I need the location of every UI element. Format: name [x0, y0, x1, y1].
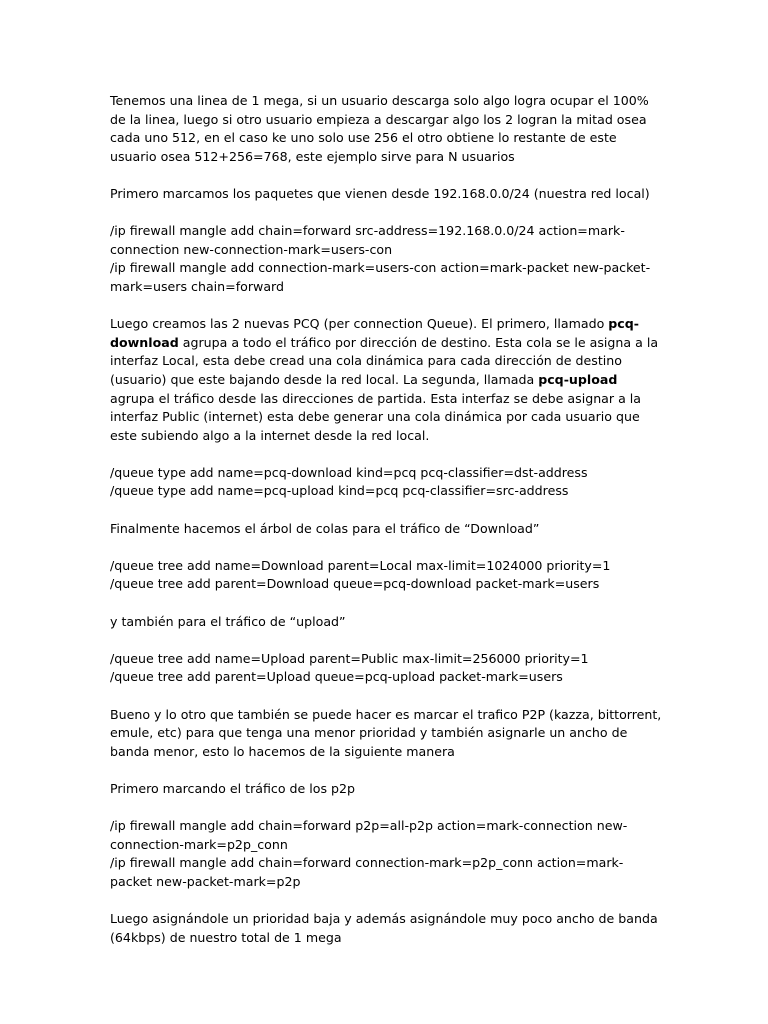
pcq-text: agrupa a todo el tráfico por dirección de destino. Esta cola se le asigna a la interfaz Local, esta debe cread una cola dinámica para cada dirección de destino (usuario) que este bajando desde la red local. La segunda, llamada — [110, 334, 663, 387]
code-line: /ip firewall mangle add connection-mark=users-con action=mark-packet new-packet-mark=users chain=forward — [110, 260, 651, 294]
p2p-paragraph: Bueno y lo otro que también se puede hacer es marcar el trafico P2P (kazza, bittorrent, emule, etc) para que tenga una menor prioridad y también asignarle un ancho de banda menor, esto lo hacemos de la siguiente manera — [110, 706, 666, 759]
code-line: /queue tree add name=Upload parent=Public max-limit=256000 priority=1 — [110, 650, 589, 666]
code-line: /ip firewall mangle add chain=forward p2p=all-p2p action=mark-connection new-connection-mark=p2p_conn — [110, 818, 628, 852]
code-line: /ip firewall mangle add chain=forward connection-mark=p2p_conn action=mark-packet new-packet-mark=p2p — [110, 855, 624, 889]
upload-tree-code-block — [110, 650, 662, 687]
pcq-paragraph — [110, 315, 662, 445]
upload-tree-paragraph: y también para el tráfico de “upload” — [110, 613, 346, 629]
code-line: /queue type add name=pcq-download kind=pcq pcq-classifier=dst-address — [110, 464, 588, 480]
pcq-text: agrupa el tráfico desde las direcciones de partida. Esta interfaz se debe asignar a la interfaz Public (internet) esta debe generar una cola dinámica por cada usuario que este subiendo algo a la internet desde la red local. — [110, 371, 646, 443]
pcq-upload-term: pcq-upload — [538, 371, 618, 387]
document-page — [110, 92, 666, 966]
code-line: /ip firewall mangle add chain=forward src-address=192.168.0.0/24 action=mark-connection new-connection-mark=users-con — [110, 223, 625, 257]
code-line: /queue tree add parent=Upload queue=pcq-upload packet-mark=users — [110, 669, 563, 685]
pcq-text: Luego creamos las 2 nuevas PCQ (per connection Queue). El primero, llamado — [110, 316, 609, 332]
download-tree-paragraph: Finalmente hacemos el árbol de colas para el tráfico de “Download” — [110, 520, 540, 536]
code-line: /queue type add name=pcq-upload kind=pcq pcq-classifier=src-address — [110, 483, 569, 499]
intro-paragraph: Tenemos una linea de 1 mega, si un usuario descarga solo algo logra ocupar el 100% de la linea, luego si otro usuario empieza a descargar algo los 2 logran la mitad osea cada uno 512, en el caso ke uno solo use 256 el otro obtiene lo restante de este usuario osea 512+256=768, este ejemplo sirve para N usuarios — [110, 93, 653, 164]
code-line: /queue tree add name=Download parent=Local max-limit=1024000 priority=1 — [110, 557, 611, 573]
pcq-download-term: pcq-download — [110, 316, 640, 350]
p2p-mark-paragraph: Primero marcando el tráfico de los p2p — [110, 780, 356, 796]
mark-packets-paragraph: Primero marcamos los paquetes que vienen desde 192.168.0.0/24 (nuestra red local) — [110, 185, 650, 201]
download-tree-code-block — [110, 557, 662, 594]
mangle-code-block — [110, 222, 662, 296]
p2p-mangle-code-block — [110, 817, 662, 891]
p2p-priority-paragraph: Luego asignándole un prioridad baja y además asignándole muy poco ancho de banda (64kbps) de nuestro total de 1 mega — [110, 911, 662, 945]
queue-type-code-block — [110, 464, 662, 501]
code-line: /queue tree add parent=Download queue=pcq-download packet-mark=users — [110, 576, 600, 592]
